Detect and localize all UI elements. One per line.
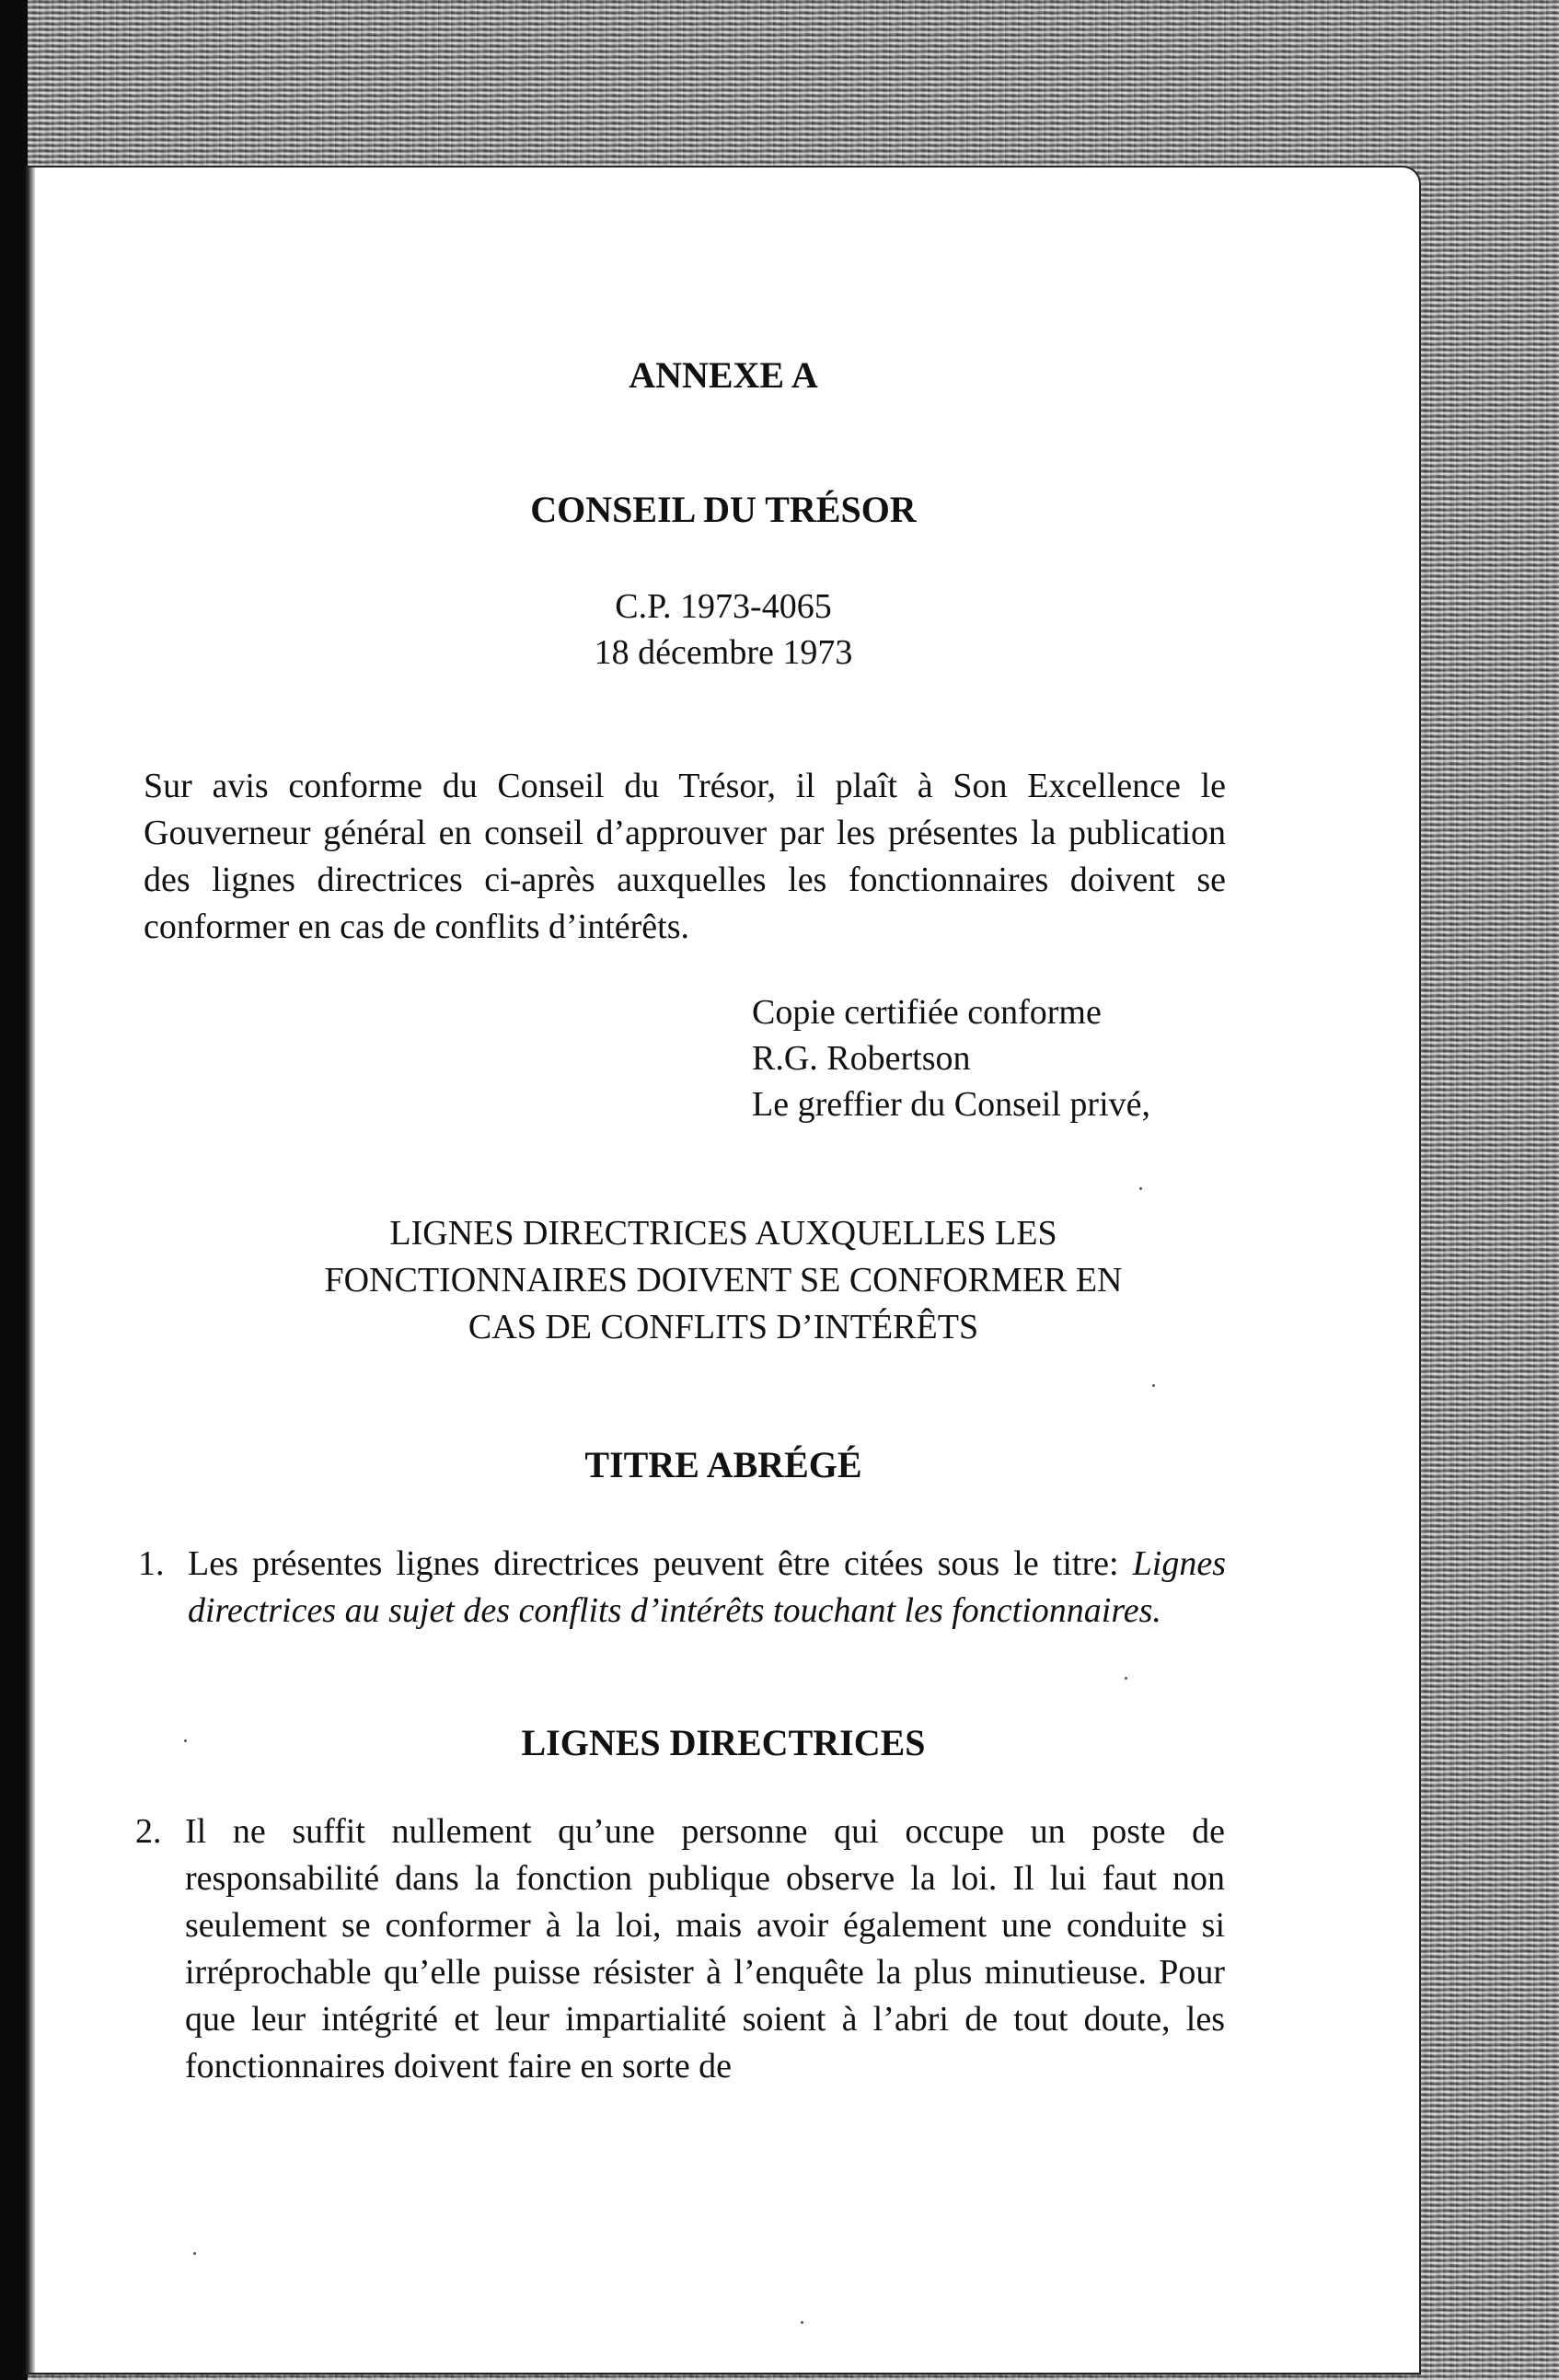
- scan-speck: [1139, 1187, 1142, 1190]
- numbered-item: [138, 1541, 1233, 1688]
- page-gutter: [28, 168, 35, 2373]
- guidelines-title-line: CAS DE CONFLITS D’INTÉRÊTS: [468, 1308, 979, 1346]
- cp-number: C.P. 1973-4065: [615, 587, 832, 626]
- order-date: 18 décembre 1973: [594, 633, 853, 672]
- document-page: [28, 168, 1419, 2373]
- certification-block: [752, 989, 1150, 1127]
- item-number: 1.: [138, 1544, 165, 1583]
- certification-line: Copie certifiée conforme: [752, 993, 1102, 1032]
- scan-speck: [1125, 1677, 1127, 1680]
- guidelines-title-line: FONCTIONNAIRES DOIVENT SE CONFORMER EN: [324, 1261, 1123, 1300]
- annexe-heading: ANNEXE A: [629, 354, 818, 396]
- item-text-plain: Les présentes lignes directrices peuvent être citées sous le titre:: [188, 1544, 1119, 1583]
- short-title-heading: TITRE ABRÉGÉ: [584, 1444, 862, 1485]
- guidelines-title: [28, 1210, 1419, 1351]
- item-number: 2.: [135, 1812, 162, 1851]
- signatory-title: Le greffier du Conseil privé,: [752, 1085, 1150, 1124]
- order-reference: [28, 583, 1419, 676]
- book-spine-shadow: [0, 0, 28, 2380]
- scan-speck: [1152, 1384, 1155, 1387]
- numbered-item: [135, 1808, 1233, 2112]
- scan-speck: [193, 2252, 196, 2255]
- guidelines-title-line: LIGNES DIRECTRICES AUXQUELLES LES: [389, 1214, 1057, 1253]
- signatory-name: R.G. Robertson: [752, 1039, 971, 1078]
- intro-paragraph: Sur avis conforme du Conseil du Trésor, il plaît à Son Excellence le Gouverneur général en conseil d’approuver par les présentes la publication des lignes directrices ci-après auxquelles les fonctionnaires doivent se conformer en cas de conflits d’intérêts.: [144, 767, 1226, 946]
- conseil-heading: CONSEIL DU TRÉSOR: [530, 489, 917, 530]
- guidelines-heading: LIGNES DIRECTRICES: [521, 1722, 926, 1763]
- item-text-italic: Lignes directrices au sujet des conflits d’intérêts touchant les fonctionnaires.: [188, 1544, 1226, 1630]
- item-text: Il ne suffit nullement qu’une personne qui occupe un poste de responsabilité dans la fonction publique observe la loi. Il lui faut non seulement se conformer à la loi, mais avoir également une conduite si irréprochable qu’elle puisse résister à l’enquête la plus minutieuse. Pour que leur intégrité et leur impartialité soient à l’abri de tout doute, les fonctionnaires doivent faire en sorte de: [185, 1812, 1225, 2085]
- scan-speck: [184, 1739, 187, 1742]
- item-text: [188, 1541, 1226, 1635]
- scan-speck: [801, 2321, 803, 2324]
- page-content: [28, 168, 1419, 2373]
